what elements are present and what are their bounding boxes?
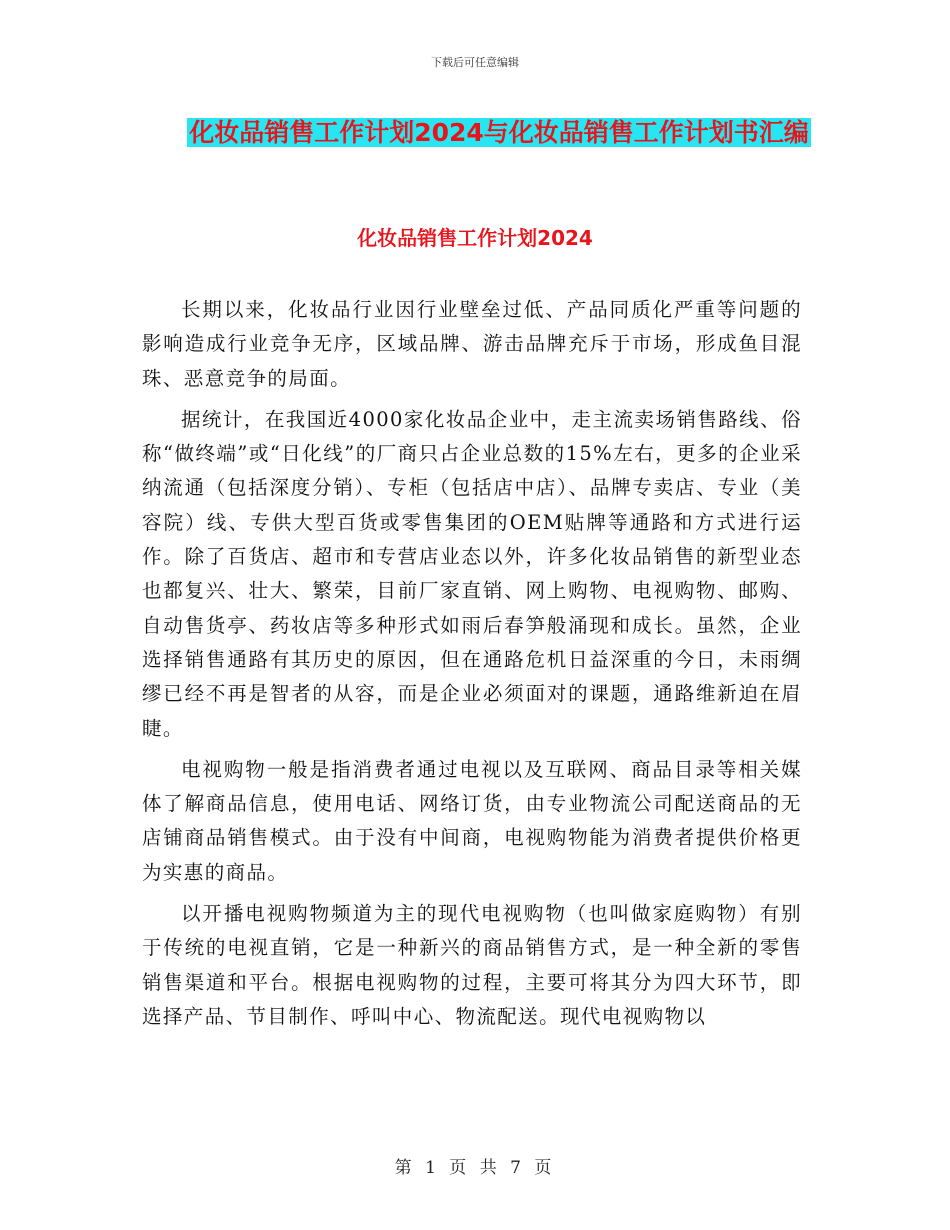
section-title: 化妆品销售工作计划2024 [357, 226, 593, 250]
paragraph-2: 据统计，在我国近4000家化妆品企业中，走主流卖场销售路线、俗称“做终端”或“日化线”的厂商只占企业总数的15%左右，更多的企业采纳流通（包括深度分销）、专柜（包括店中店）、品牌专卖店、专业（美容院）线、专供大型百货或零售集团的OEM贴牌等通路和方式进行运作。除了百货店、超市和专营店业态以外，许多化妆品销售的新型业态也都复兴、壮大、繁荣，目前厂家直销、网上购物、电视购物、邮购、自动售货亭、药妆店等多种形式如雨后春笋般涌现和成长。虽然，企业选择销售通路有其历史的原因，但在通路危机日益深重的今日，未雨绸缪已经不再是智者的从容，而是企业必须面对的课题，通路维新迫在眉睫。 [142, 407, 802, 740]
document-title-text: 化妆品销售工作计划2024与化妆品销售工作计划书汇编 [189, 118, 809, 147]
document-body [142, 293, 802, 1041]
page-number-footer: 第 1 页 共 7 页 [394, 1158, 556, 1178]
header-note: 下载后可任意编辑 [431, 56, 519, 69]
paragraph-3: 电视购物一般是指消费者通过电视以及互联网、商品目录等相关媒体了解商品信息，使用电话、网络订货，由专业物流公司配送商品的无店铺商品销售模式。由于没有中间商，电视购物能为消费者提供价格更为实惠的商品。 [142, 757, 802, 884]
document-title [186, 111, 812, 155]
paragraph-4: 以开播电视购物频道为主的现代电视购物（也叫做家庭购物）有别于传统的电视直销，它是一种新兴的商品销售方式，是一种全新的零售销售渠道和平台。根据电视购物的过程，主要可将其分为四大环节，即选择产品、节目制作、呼叫中心、物流配送。现代电视购物以 [142, 902, 802, 1028]
paragraph-1: 长期以来，化妆品行业因行业壁垒过低、产品同质化严重等问题的影响造成行业竞争无序，区域品牌、游击品牌充斥于市场，形成鱼目混珠、恶意竞争的局面。 [142, 298, 802, 390]
